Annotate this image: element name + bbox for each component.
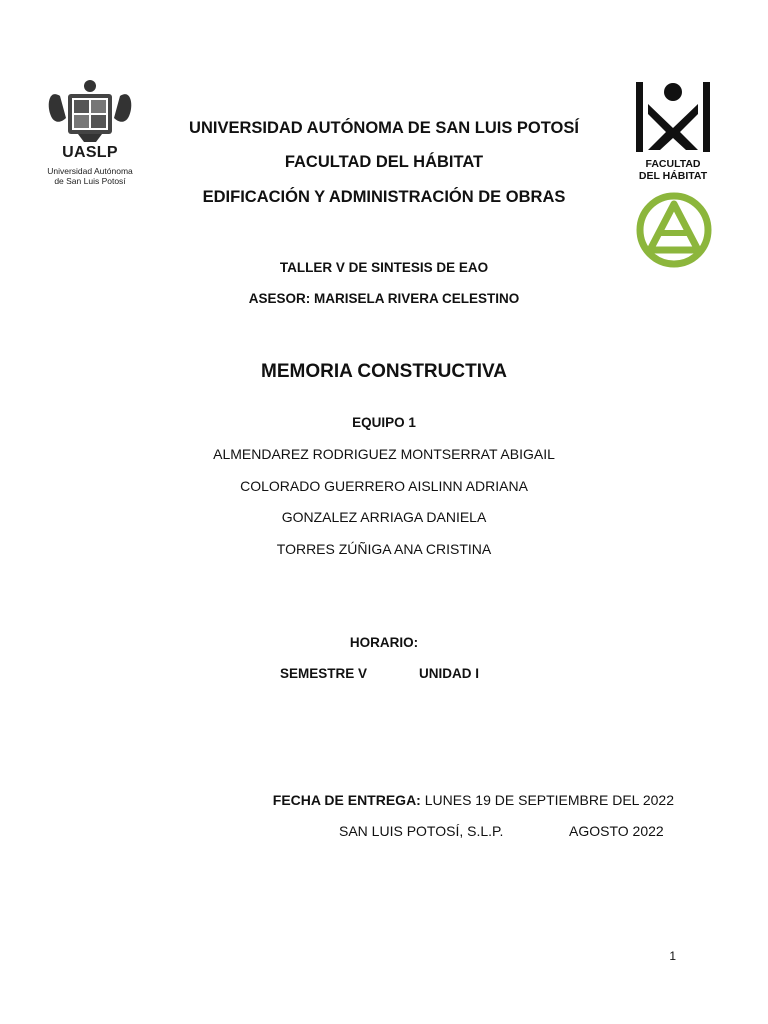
habitat-emblem-icon xyxy=(628,80,718,156)
advisor-name: ASESOR: MARISELA RIVERA CELESTINO xyxy=(248,291,520,306)
university-title: UNIVERSIDAD AUTÓNOMA DE SAN LUIS POTOSÍ xyxy=(189,119,579,137)
uaslp-name-line-1: Universidad Autónoma xyxy=(47,166,133,176)
team-member: TORRES ZÚÑIGA ANA CRISTINA xyxy=(276,541,492,557)
habitat-logo-line-1: FACULTAD xyxy=(645,158,701,170)
team-member: GONZALEZ ARRIAGA DANIELA xyxy=(281,509,487,525)
delivery-month: AGOSTO 2022 xyxy=(569,823,664,839)
semester: SEMESTRE V xyxy=(280,666,368,681)
workshop-name: TALLER V DE SINTESIS DE EAO xyxy=(279,260,489,275)
delivery-date: LUNES 19 DE SEPTIEMBRE DEL 2022 xyxy=(424,792,674,808)
team-label: EQUIPO 1 xyxy=(352,415,416,430)
uaslp-wordmark: UASLP xyxy=(62,144,118,161)
delivery-place: SAN LUIS POTOSÍ, S.L.P. xyxy=(339,823,504,839)
habitat-logo-line-2: DEL HÁBITAT xyxy=(638,170,708,182)
schedule-label: HORARIO: xyxy=(349,635,419,650)
unit: UNIDAD I xyxy=(419,666,479,681)
team-member: COLORADO GUERRERO AISLINN ADRIANA xyxy=(240,478,528,494)
page-number: 1 xyxy=(669,949,676,963)
uaslp-name-line-2: de San Luis Potosí xyxy=(54,176,126,186)
team-member: ALMENDAREZ RODRIGUEZ MONTSERRAT ABIGAIL xyxy=(213,446,555,462)
program-title: EDIFICACIÓN Y ADMINISTRACIÓN DE OBRAS xyxy=(202,188,566,206)
document-title: MEMORIA CONSTRUCTIVA xyxy=(261,361,507,382)
faculty-title: FACULTAD DEL HÁBITAT xyxy=(284,153,484,171)
delivery-line xyxy=(273,792,674,808)
habitat-logos xyxy=(628,80,718,270)
delivery-label: FECHA DE ENTREGA: xyxy=(272,792,421,808)
